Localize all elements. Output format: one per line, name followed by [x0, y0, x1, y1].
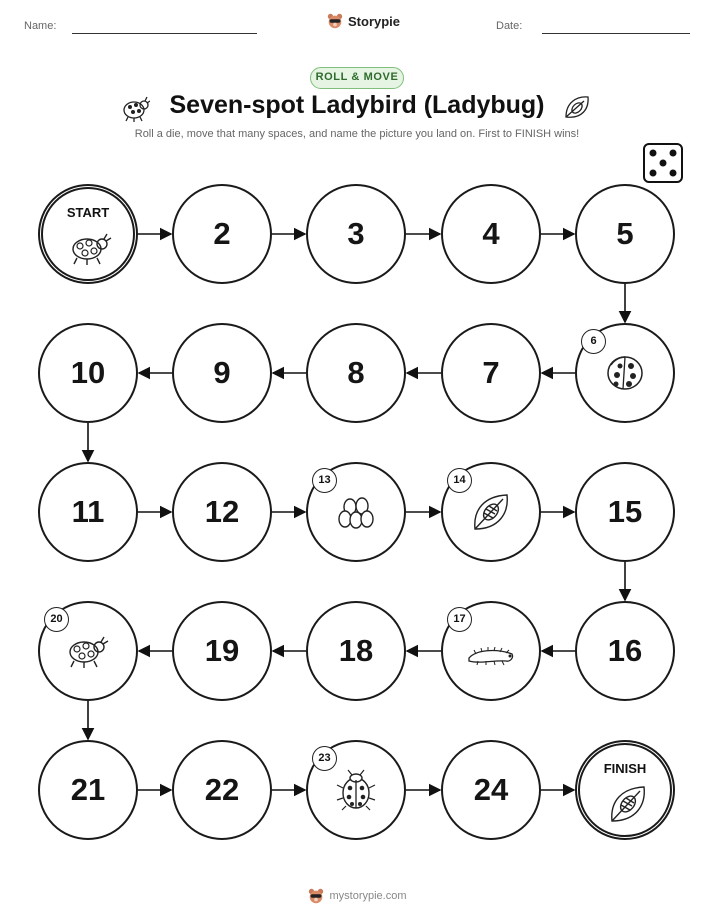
- space-number-badge: 17: [447, 607, 472, 632]
- space-number: 19: [204, 633, 240, 668]
- board-space-23[interactable]: [306, 740, 406, 840]
- footer: [0, 887, 714, 905]
- page-title: Seven-spot Ladybird (Ladybug): [169, 91, 545, 119]
- board-space-2[interactable]: [172, 184, 272, 284]
- bear-footer-icon: [307, 887, 325, 905]
- board-space-7[interactable]: [441, 323, 541, 423]
- start-label: START: [66, 205, 110, 220]
- space-number: 3: [347, 216, 365, 251]
- space-number-badge: 14: [447, 468, 472, 493]
- space-number: 7: [482, 355, 500, 390]
- space-number: 8: [347, 355, 365, 390]
- board-space-10[interactable]: [38, 323, 138, 423]
- space-number: 16: [607, 633, 643, 668]
- space-number: 24: [473, 772, 509, 807]
- finish-label: FINISH: [603, 761, 647, 776]
- board-space-15[interactable]: [575, 462, 675, 562]
- activity-tag: ROLL & MOVE: [310, 67, 404, 89]
- brand-name: Storypie: [348, 13, 401, 29]
- leaf-pupa-icon: [606, 783, 650, 825]
- board-space-9[interactable]: [172, 323, 272, 423]
- space-number: 9: [213, 355, 231, 390]
- name-label: Name:: [24, 20, 57, 32]
- space-number: 4: [482, 216, 500, 251]
- board-space-8[interactable]: [306, 323, 406, 423]
- board-space-19[interactable]: [172, 601, 272, 701]
- space-number-badge: 6: [581, 329, 606, 354]
- board-space-13[interactable]: [306, 462, 406, 562]
- larva-icon: [466, 634, 516, 668]
- space-number: 11: [71, 494, 105, 529]
- footer-site: mystorypie.com: [329, 890, 407, 902]
- ladybug-shell-icon: [603, 351, 647, 395]
- space-number-badge: 23: [312, 746, 337, 771]
- board-space-6[interactable]: [575, 323, 675, 423]
- date-label: Date:: [496, 20, 523, 32]
- ladybug-side-icon: [67, 227, 115, 269]
- space-number: 15: [607, 494, 643, 529]
- instructions: Roll a die, move that many spaces, and name the picture you land on. First to FINISH wins!: [134, 128, 580, 140]
- leaf-pupa-icon: [469, 491, 513, 533]
- space-number-badge: 20: [44, 607, 69, 632]
- board-space-24[interactable]: [441, 740, 541, 840]
- space-number: 12: [204, 494, 240, 529]
- board-space-12[interactable]: [172, 462, 272, 562]
- board-space-21[interactable]: [38, 740, 138, 840]
- board-space-3[interactable]: [306, 184, 406, 284]
- board-space-5[interactable]: [575, 184, 675, 284]
- space-number: 22: [204, 772, 240, 807]
- board-space-20[interactable]: [38, 601, 138, 701]
- board-space-11[interactable]: [38, 462, 138, 562]
- finish-space[interactable]: [575, 740, 675, 840]
- board-space-17[interactable]: [441, 601, 541, 701]
- start-space[interactable]: [38, 184, 138, 284]
- space-number: 10: [70, 355, 106, 390]
- ladybug-side-icon: [64, 630, 112, 672]
- space-number-badge: 13: [312, 468, 337, 493]
- space-number: 18: [338, 633, 374, 668]
- ladybug-top-icon: [336, 768, 376, 812]
- space-number: 2: [213, 216, 231, 251]
- space-number: 5: [616, 216, 634, 251]
- egg-cluster-icon: [336, 493, 376, 531]
- space-number: 21: [70, 772, 106, 807]
- board-space-4[interactable]: [441, 184, 541, 284]
- board-space-14[interactable]: [441, 462, 541, 562]
- board-space-16[interactable]: [575, 601, 675, 701]
- board-space-22[interactable]: [172, 740, 272, 840]
- board-space-18[interactable]: [306, 601, 406, 701]
